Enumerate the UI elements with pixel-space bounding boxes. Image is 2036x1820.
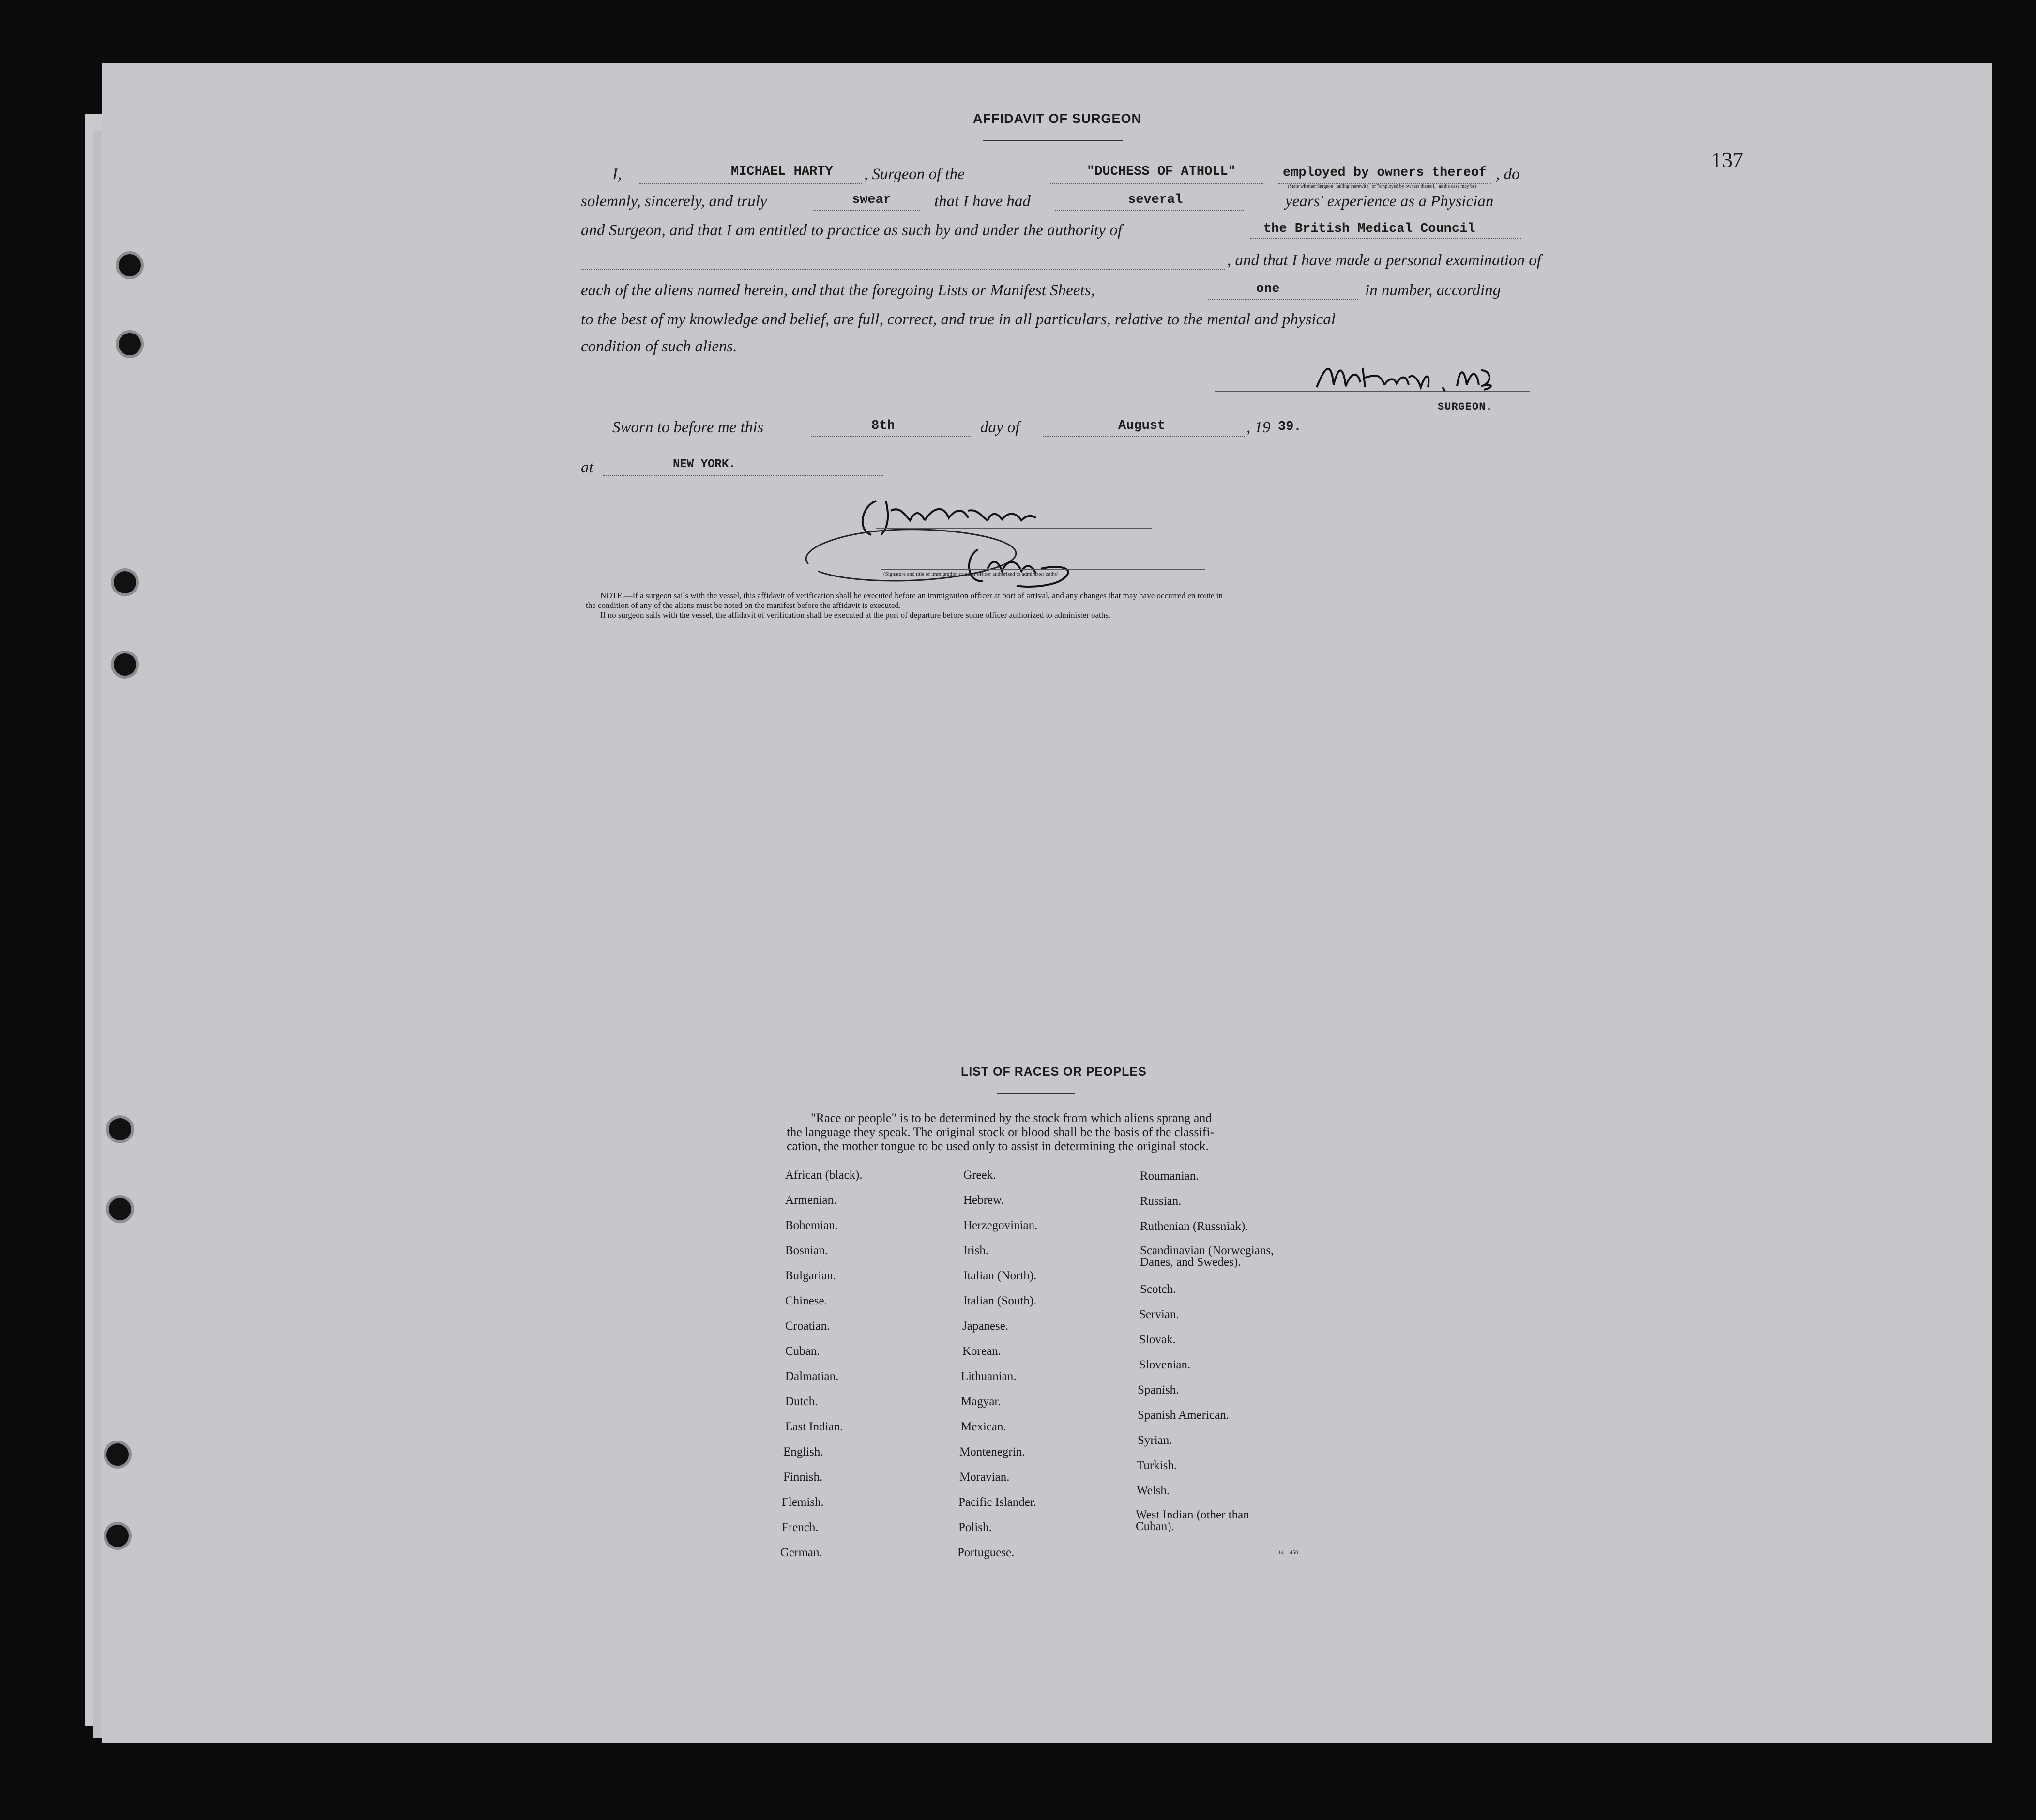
note-line-2: the condition of any of the aliens must be noted on the manifest before the affidavit is executed. [586, 601, 901, 610]
licensing-authority: the British Medical Council [1263, 222, 1475, 236]
text-day-of: day of [980, 419, 1020, 436]
text-at: at [581, 459, 593, 476]
race-item: Greek. [963, 1168, 996, 1182]
surgeon-name: MICHAEL HARTY [731, 165, 833, 179]
blank-line [1050, 183, 1263, 184]
race-item: Italian (South). [963, 1294, 1037, 1307]
races-title-underline [997, 1093, 1075, 1094]
race-item: Scandinavian (Norwegians, Danes, and Swedes). [1140, 1244, 1274, 1269]
text-do: , do [1496, 166, 1520, 183]
note-line-3: If no surgeon sails with the vessel, the affidavit of verification shall be executed at the port of departure before some officer authorized to administer oaths. [600, 610, 1111, 620]
surgeon-signature [1312, 358, 1505, 397]
punch-hole [119, 333, 141, 355]
text-personal-exam: , and that I have made a personal examination of [1227, 252, 1541, 269]
blank-line [1055, 210, 1244, 211]
affidavit-title: AFFIDAVIT OF SURGEON [973, 111, 1141, 126]
surgeon-label: SURGEON. [1438, 401, 1493, 413]
text-year-prefix: , 19 [1246, 419, 1271, 436]
races-intro-3: cation, the mother tongue to be used only to assist in determining the original stock. [787, 1139, 1209, 1153]
text-authority-intro: and Surgeon, and that I am entitled to practice as such by and under the authority of [581, 222, 1122, 239]
text-best-knowledge: to the best of my knowledge and belief, are full, correct, and true in all particulars, relative to the mental and physical [581, 311, 1336, 328]
race-item: Herzegovinian. [963, 1219, 1038, 1232]
text-each-alien: each of the aliens named herein, and that the foregoing Lists or Manifest Sheets, [581, 282, 1095, 299]
race-item: Spanish American. [1138, 1409, 1229, 1422]
race-item: Cuban. [785, 1345, 820, 1358]
text-sworn-before: Sworn to before me this [612, 419, 764, 436]
race-item: Bohemian. [785, 1219, 838, 1232]
sworn-day: 8th [871, 419, 895, 433]
text-solemnly: solemnly, sincerely, and truly [581, 193, 767, 210]
blank-line [1250, 238, 1521, 239]
punch-hole [119, 254, 141, 276]
text-condition: condition of such aliens. [581, 338, 737, 355]
text-surgeon-of: , Surgeon of the [864, 166, 965, 183]
text-in-number: in number, according [1365, 282, 1501, 299]
race-item: Welsh. [1137, 1484, 1170, 1497]
officer-line-1 [876, 528, 1152, 529]
blank-line [1208, 299, 1358, 300]
race-item: Portuguese. [957, 1546, 1015, 1559]
race-item: Italian (North). [963, 1269, 1037, 1282]
race-item: Dalmatian. [785, 1370, 839, 1383]
race-item: Dutch. [785, 1395, 818, 1408]
races-title: LIST OF RACES OR PEOPLES [961, 1065, 1147, 1078]
race-item: Slovenian. [1139, 1358, 1191, 1371]
sworn-place: NEW YORK. [673, 458, 736, 471]
race-item: Moravian. [959, 1471, 1010, 1484]
race-item: Ruthenian (Russniak). [1140, 1220, 1248, 1233]
page-number: 137 [1711, 148, 1743, 172]
race-item: Slovak. [1139, 1333, 1176, 1346]
race-item: Lithuanian. [961, 1370, 1017, 1383]
race-item: Japanese. [962, 1320, 1009, 1333]
blank-line [639, 183, 862, 184]
blank-line [811, 436, 971, 437]
title-underline [983, 140, 1123, 141]
race-item: Finnish. [783, 1471, 823, 1484]
officer-caption: (Signature and title of immigration or other officer authorized to administer oaths) [883, 571, 1059, 577]
race-item: Mexican. [961, 1420, 1006, 1433]
years-experience: several [1128, 193, 1183, 207]
race-item: Scotch. [1140, 1283, 1176, 1296]
race-item: Turkish. [1137, 1459, 1177, 1472]
race-item: Magyar. [961, 1395, 1001, 1408]
blank-line [603, 475, 883, 476]
text-years-experience: years' experience as a Physician [1285, 193, 1494, 210]
officer-line-2 [881, 569, 1205, 570]
race-item: East Indian. [785, 1420, 843, 1433]
text-i: I, [612, 166, 622, 183]
races-intro-2: the language they speak. The original stock or blood shall be the basis of the classifi- [787, 1125, 1215, 1139]
punch-hole [109, 1118, 131, 1140]
race-item: German. [780, 1546, 822, 1559]
race-item: Servian. [1139, 1308, 1179, 1321]
employment-note: (State whether Surgeon "sailing therewith" or "employed by owners thereof," as the case may be) [1288, 184, 1476, 189]
race-item: West Indian (other than Cuban). [1136, 1508, 1249, 1533]
punch-hole [106, 1443, 129, 1466]
blank-line [581, 269, 1225, 270]
sworn-year: 39. [1278, 420, 1302, 434]
sheet-count: one [1256, 282, 1280, 296]
employment-status: employed by owners thereof [1283, 166, 1487, 180]
text-that-i-have-had: that I have had [934, 193, 1031, 210]
punch-hole [109, 1198, 131, 1220]
race-item: Bosnian. [785, 1244, 828, 1257]
race-item: Chinese. [785, 1294, 827, 1307]
vessel-name: "DUCHESS OF ATHOLL" [1087, 165, 1236, 179]
punch-hole [106, 1525, 129, 1547]
race-item: African (black). [785, 1168, 863, 1182]
race-item: Irish. [963, 1244, 989, 1257]
blank-line [813, 210, 920, 211]
punch-hole [114, 653, 136, 676]
manifest-page [102, 63, 1992, 1743]
race-item: Korean. [962, 1345, 1001, 1358]
note-line-1: NOTE.—If a surgeon sails with the vessel, this affidavit of verification shall be executed before an immigration officer at port of arrival, and any changes that may have occurred en route in [600, 591, 1223, 600]
sworn-month: August [1118, 419, 1166, 433]
race-item: Russian. [1140, 1195, 1182, 1208]
punch-hole [114, 571, 136, 593]
race-item: Armenian. [785, 1194, 837, 1207]
blank-line [1043, 436, 1246, 437]
oath-verb: swear [852, 193, 892, 207]
race-item: Flemish. [782, 1496, 824, 1509]
race-item: Croatian. [785, 1320, 830, 1333]
race-item: Pacific Islander. [958, 1496, 1037, 1509]
race-item: Hebrew. [963, 1194, 1004, 1207]
race-item: Syrian. [1138, 1434, 1172, 1447]
race-item: French. [782, 1521, 819, 1534]
race-item: Bulgarian. [785, 1269, 836, 1282]
race-item: Roumanian. [1140, 1169, 1199, 1183]
race-item: Montenegrin. [959, 1445, 1025, 1458]
race-item: Spanish. [1138, 1383, 1179, 1396]
race-item: English. [783, 1445, 823, 1458]
form-number: 14—450 [1278, 1549, 1298, 1556]
race-item: Polish. [958, 1521, 992, 1534]
races-intro-1: "Race or people" is to be determined by the stock from which aliens sprang and [811, 1111, 1212, 1125]
